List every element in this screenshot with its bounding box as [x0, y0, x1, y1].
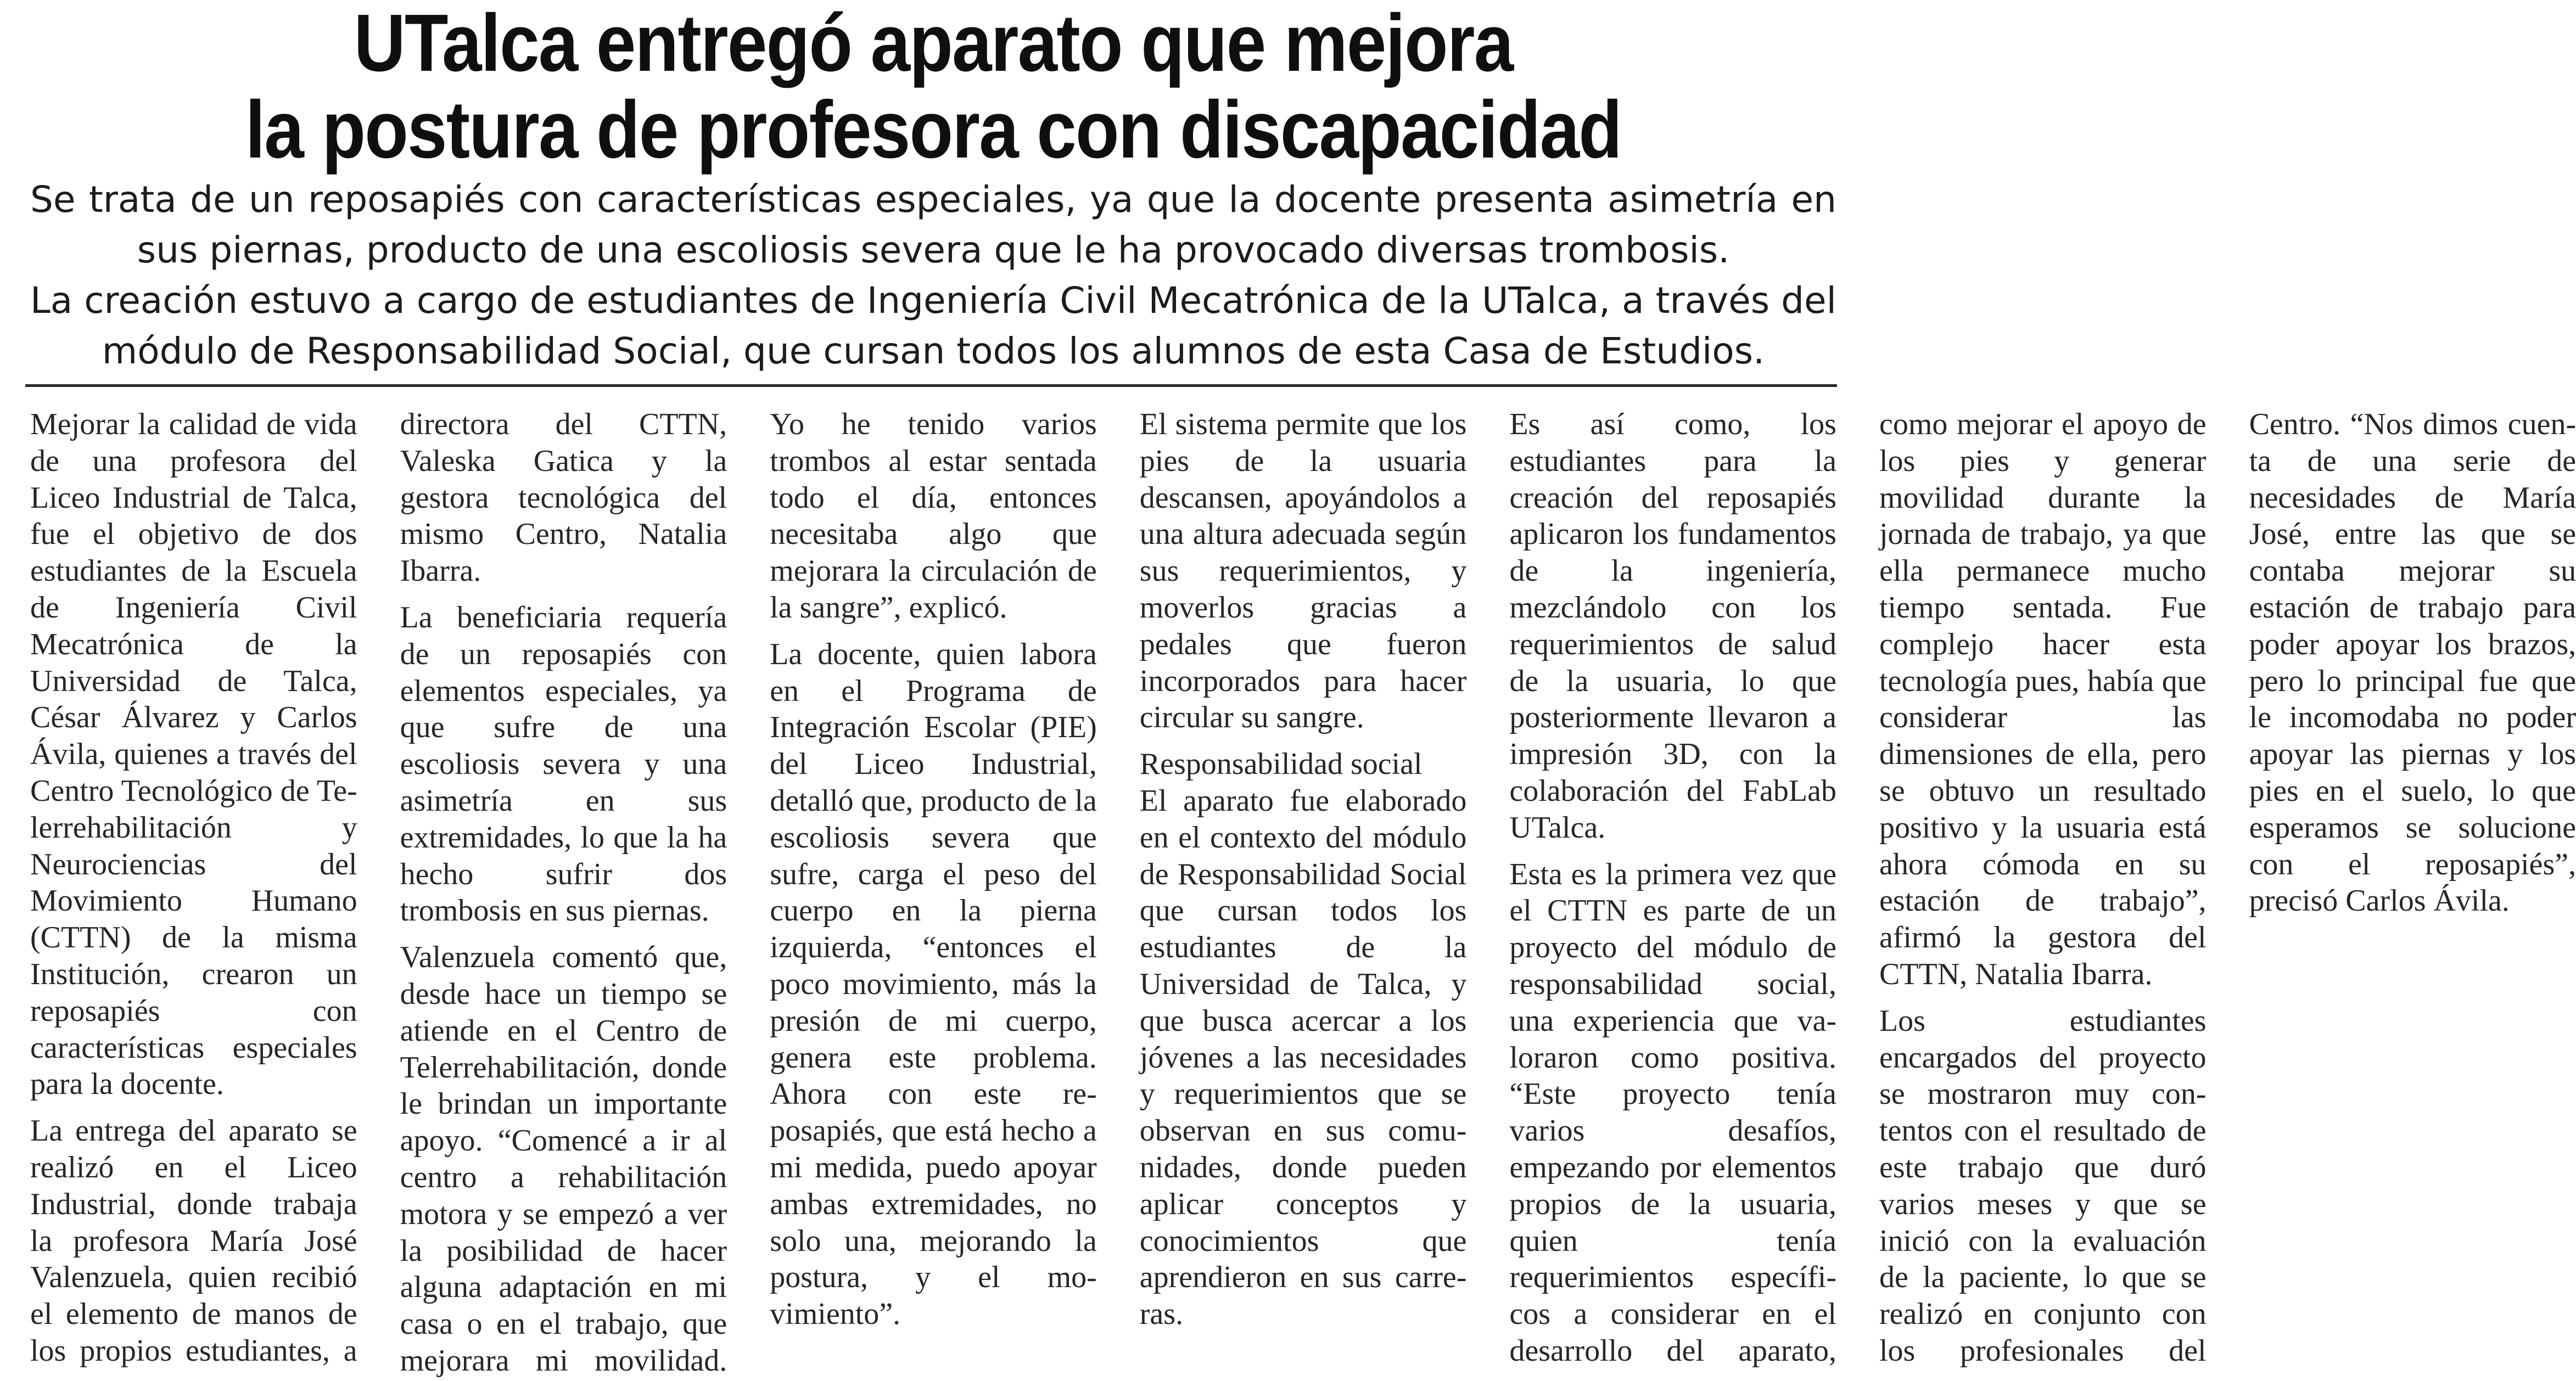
- body-paragraph: La beneficiaria requería de un reposapiés con elementos especiales, ya que sufre de una escoliosis severa y una asimetría en sus extremidades, lo que la ha hecho sufrir dos trombosis en sus piernas.: [400, 600, 727, 928]
- body-paragraph: Esta es la primera vez que el CTTN es parte de un proyecto del módulo de responsabilidad social, una experiencia que valoraron como positiva. “Este proyecto tenía varios desafíos, empezando por elementos propios de la usuaria, quien tenía requerimientos específicos a considerar en el desarrollo del aparato, como mejorar el apoyo de los pies y generar movilidad durante la jornada de trabajo, ya que ella permanece mucho tiempo sentada. Fue complejo hacer esta tecnología pues, había que considerar las dimensiones de ella, pero se obtuvo un resultado positivo y la usuaria está ahora cómoda en su estación de trabajo”, afirmó la gestora del CTTN, Natalia Ibarra.: [1509, 407, 2207, 1368]
- body-paragraph: El sistema permite que los pies de la usuaria descansen, apoyándolos a una altura adecuada según sus requerimientos, y moverlos gracias a pedales que fueron incorporados para hacer circular su sangre.: [1139, 407, 1467, 735]
- headline-line-2: la postura de profesora con discapacidad: [245, 85, 1622, 175]
- body-paragraph: Los estudiantes encargados del proyecto se mostraron muy contentos con el resultado de este trabajo que duró varios meses y que se inició con la evaluación de la paciente, lo que se realizó en conjunto con los profesionales del Centro. “Nos dimos cuenta de una serie de necesidades de María José, entre las que se contaba mejorar su estación de trabajo para poder apoyar los brazos, pero lo principal fue que le incomodaba no poder apoyar las piernas y los pies en el suelo, lo que esperamos se solucione con el reposapiés”, precisó Carlos Ávila.: [1879, 407, 2576, 1368]
- subhead-paragraph-1: Se trata de un reposapiés con características especiales, ya que la docente presenta asimetría en sus piernas, producto de una escoliosis severa que le ha provocado diversas trombosis.: [30, 178, 1836, 271]
- body-paragraph: Es así como, los estudiantes para la creación del reposapiés aplicaron los fundamentos de la ingeniería, mezclándolo con los requerimientos de salud de la usuaria, lo que posteriormente llevaron a impresión 3D, con la colaboración del FabLab UTalca.: [1509, 407, 1836, 845]
- article-body: [30, 406, 2576, 1381]
- body-paragraph: El aparato fue elaborado en el contexto del módulo de Responsabilidad Social que cursan todos los estudiantes de la Universidad de Talca, y que busca acercar a los jóvenes a las necesidades y requerimientos que se observan en sus comunidades, donde pueden aplicar conceptos y conocimientos que aprendieron en sus carreras.: [1139, 783, 1467, 1332]
- article-subheadline: [30, 175, 1836, 377]
- subhead-paragraph-2: La creación estuvo a cargo de estudiantes de Ingeniería Civil Mecatrónica de la UTalca, a través del módulo de Responsabilidad Social, que cursan todos los alumnos de esta Casa de Estudios.: [30, 279, 1836, 372]
- divider-rule: [25, 384, 1837, 387]
- article-headline: [112, 0, 1755, 173]
- section-subheading: Responsabilidad social: [1139, 747, 1423, 782]
- body-paragraph: La docente, quien labora en el Programa de Integración Escolar (PIE) del Liceo Industrial, detalló que, producto de la escoliosis severa que sufre, carga el peso del cuerpo en la pierna izquierda, “entonces el poco movimiento, más la presión de mi cuerpo, genera este problema. Ahora con este reposapiés, que está hecho a mi medida, puedo apoyar ambas extremidades, no solo una, mejorando la postura, y el movimiento”.: [770, 637, 1097, 1332]
- headline-line-1: UTalca entregó aparato que mejora: [354, 0, 1513, 88]
- body-paragraph: Valenzuela comentó que, desde hace un tiempo se atiende en el Centro de Telerrehabilitación, donde le brindan un importante apoyo. “Comencé a ir al centro a rehabilitación motora y se empezó a ver la posibilidad de hacer alguna adaptación en mi casa o en el trabajo, que mejorara mi movilidad. Yo he tenido varios trombos al estar sentada todo el día, entonces necesitaba algo que mejorara la circulación de la sangre”, explicó.: [400, 407, 1097, 1378]
- body-paragraph: La entrega del aparato se realizó en el Liceo Industrial, donde trabaja la profesora María José Valenzuela, quien recibió el elemento de manos de los propios estudiantes, a directora del CTTN, Valeska Gatica y la gestora tecnológica del mismo Centro, Natalia Ibarra.: [30, 407, 727, 1368]
- body-paragraph: Mejorar la calidad de vida de una profesora del Liceo Industrial de Talca, fue el objetivo de dos estudiantes de la Escuela de Ingeniería Civil Mecatrónica de la Universidad de Talca, César Álvarez y Carlos Ávila, quienes a través del Centro Tecnológico de Telerrehabilitación y Neurociencias del Movimiento Humano (CTTN) de la misma Institución, crearon un reposapiés con características especiales para la docente.: [30, 407, 357, 1102]
